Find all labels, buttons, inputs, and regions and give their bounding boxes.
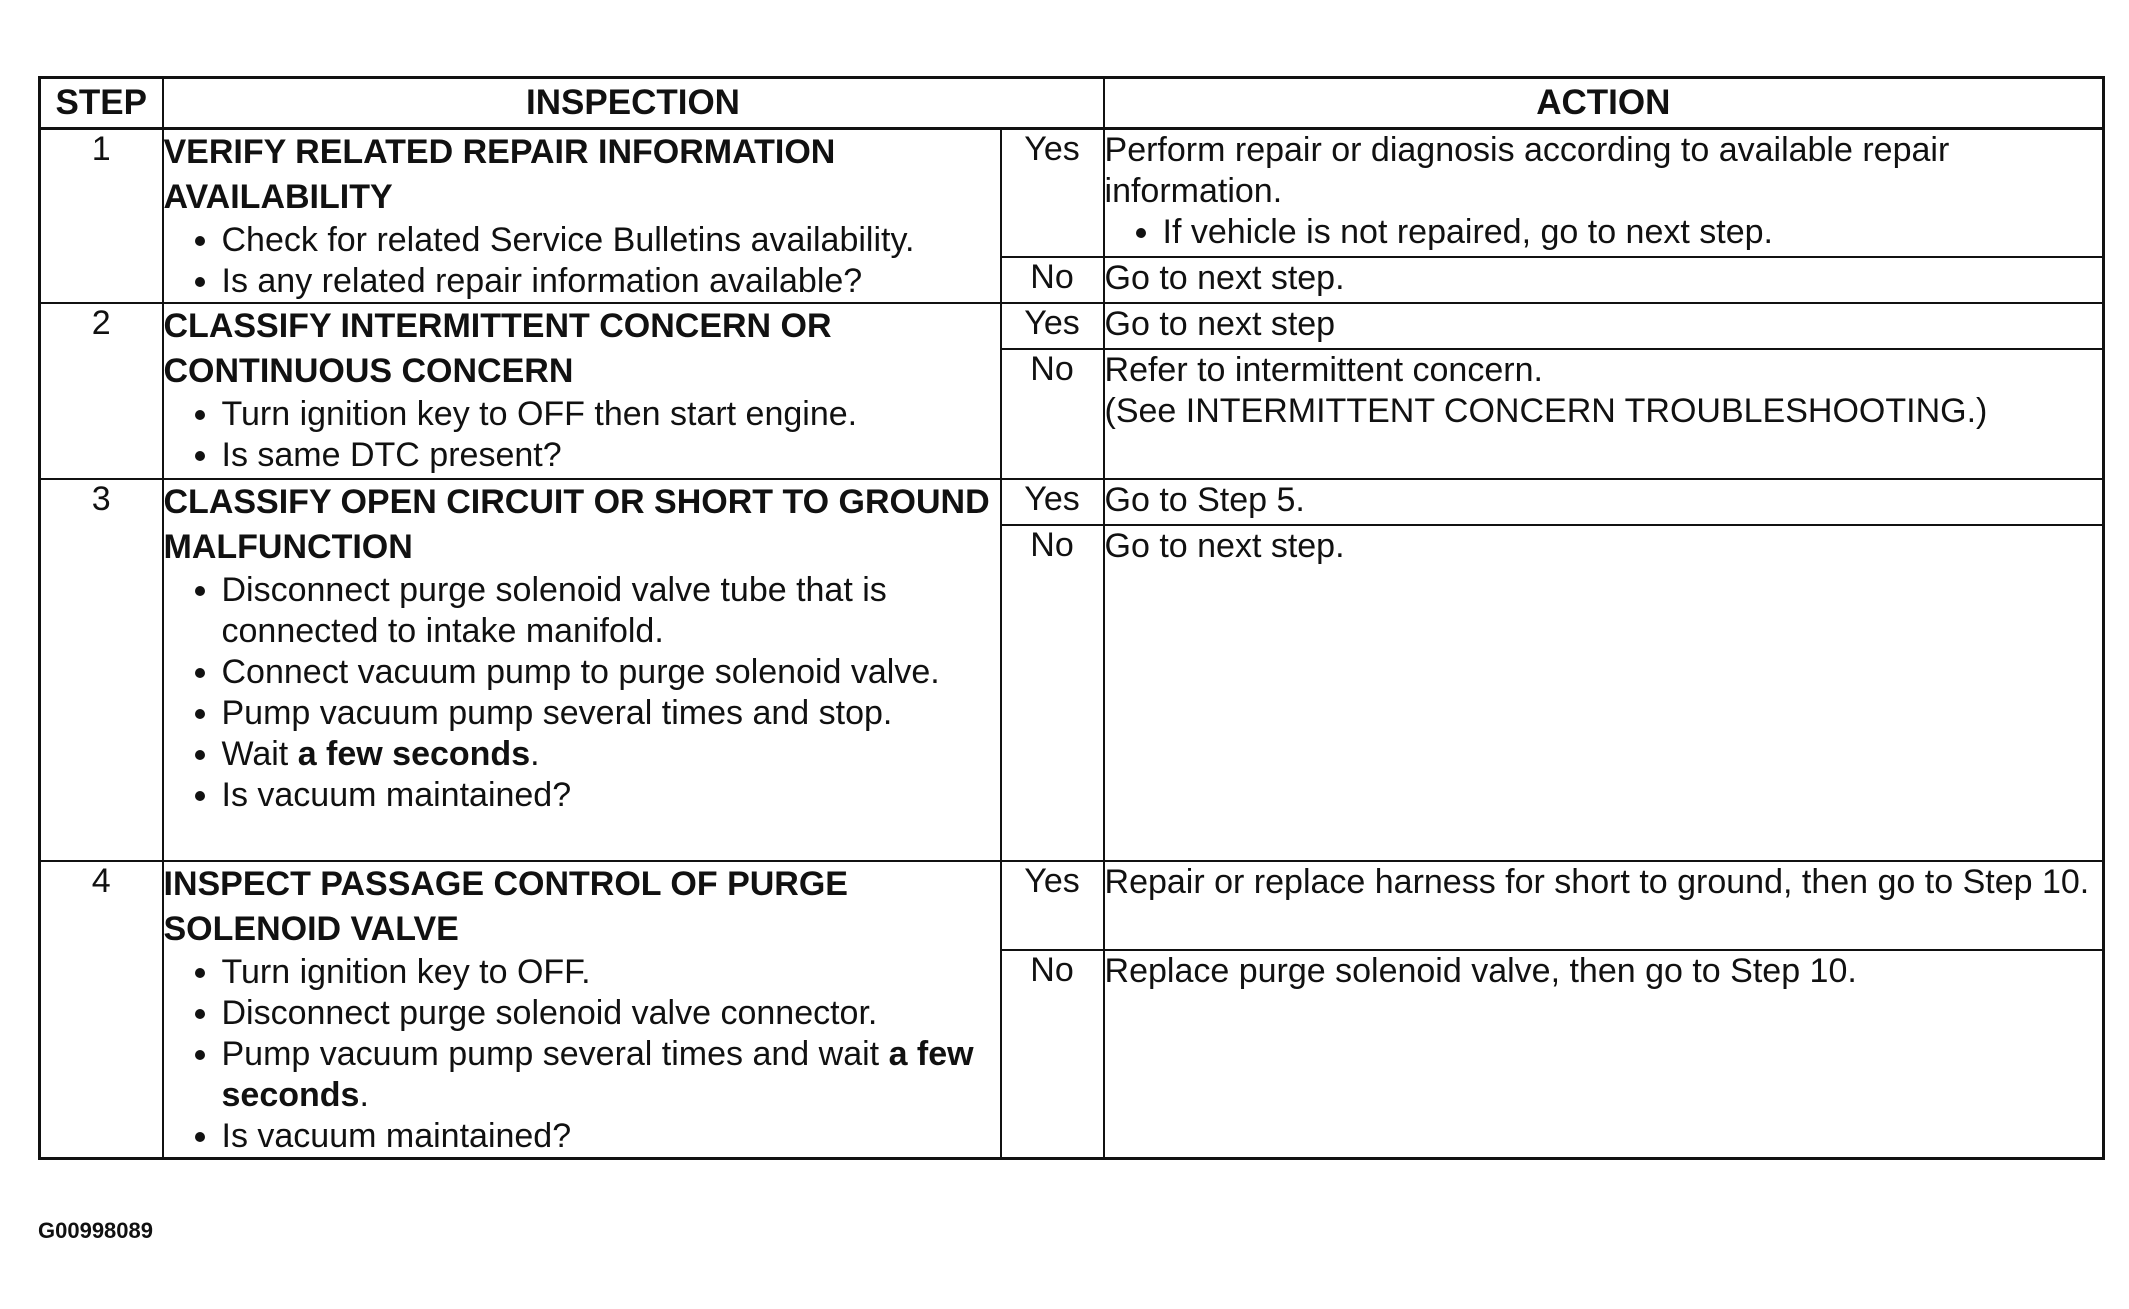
inspection-bullet: • Turn ignition key to OFF then start engine. (222, 394, 1000, 435)
header-row (40, 78, 2104, 129)
inspection-title: CLASSIFY OPEN CIRCUIT OR SHORT TO GROUND MALFUNCTION (163, 483, 990, 566)
yes-label: Yes (1001, 479, 1104, 525)
inspection-bullet: • Disconnect purge solenoid valve tube that is connected to intake manifold. (222, 570, 1000, 652)
step-2-yes-row (40, 303, 2104, 349)
inspection-bullet: • Disconnect purge solenoid valve connector. (222, 993, 1000, 1034)
action-bullet: • If vehicle is not repaired, go to next step. (1163, 212, 2103, 253)
inspection-bullets (164, 952, 1000, 1157)
inspection-title: VERIFY RELATED REPAIR INFORMATION AVAILABILITY (163, 133, 836, 216)
inspection-bullets (164, 394, 1000, 476)
no-label: No (1001, 525, 1104, 861)
step-3-yes-row (40, 479, 2104, 525)
header-step: STEP (40, 78, 163, 129)
inspection-title: CLASSIFY INTERMITTENT CONCERN OR CONTINUOUS CONCERN (163, 307, 832, 390)
step-number: 4 (40, 861, 163, 1159)
bullet-text: Wait (221, 735, 298, 773)
action-text: (See INTERMITTENT CONCERN TROUBLESHOOTING.) (1104, 392, 1988, 430)
inspection-title: INSPECT PASSAGE CONTROL OF PURGE SOLENOID VALVE (163, 865, 848, 948)
step-1-inspection (163, 129, 1001, 304)
yes-label: Yes (1001, 129, 1104, 258)
action-text: Go to Step 5. (1104, 479, 2104, 525)
step-3-inspection (163, 479, 1001, 861)
no-label: No (1001, 257, 1104, 303)
header-inspection: INSPECTION (163, 78, 1104, 129)
bullet-emphasis: a few seconds (221, 1035, 974, 1114)
inspection-bullet (222, 734, 1000, 775)
action-text: Replace purge solenoid valve, then go to Step 10. (1104, 950, 2104, 1159)
inspection-bullet: • Is same DTC present? (222, 435, 1000, 476)
action-text: Repair or replace harness for short to ground, then go to Step 10. (1104, 861, 2104, 950)
yes-label: Yes (1001, 303, 1104, 349)
bullet-emphasis: a few seconds (297, 735, 531, 773)
action-text: Go to next step. (1104, 257, 2104, 303)
inspection-bullets (164, 570, 1000, 816)
inspection-bullet (222, 1034, 1000, 1116)
figure-id: G00998089 (38, 1218, 153, 1243)
step-4-inspection (163, 861, 1001, 1159)
step-number: 1 (40, 129, 163, 304)
header-action: ACTION (1104, 78, 2104, 129)
action-text: Refer to intermittent concern. (1104, 351, 1543, 389)
inspection-bullets (164, 220, 1000, 302)
inspection-bullet: • Is vacuum maintained? (222, 775, 1000, 816)
action-text: Perform repair or diagnosis according to available repair information. (1104, 131, 1950, 210)
inspection-bullet: • Is any related repair information available? (222, 261, 1000, 302)
no-label: No (1001, 950, 1104, 1159)
step-4-yes-row (40, 861, 2104, 950)
inspection-bullet: • Connect vacuum pump to purge solenoid valve. (222, 652, 1000, 693)
step-2-no-action (1104, 349, 2104, 479)
inspection-bullet: • Pump vacuum pump several times and stop. (222, 693, 1000, 734)
step-number: 3 (40, 479, 163, 861)
yes-label: Yes (1001, 861, 1104, 950)
step-2-inspection (163, 303, 1001, 479)
action-text: Go to next step (1104, 303, 2104, 349)
action-bullets (1105, 212, 2103, 253)
step-number: 2 (40, 303, 163, 479)
inspection-bullet: • Is vacuum maintained? (222, 1116, 1000, 1157)
step-1-yes-action (1104, 129, 2104, 258)
step-1-yes-row (40, 129, 2104, 258)
inspection-bullet: • Check for related Service Bulletins availability. (222, 220, 1000, 261)
bullet-text: Pump vacuum pump several times and wait (221, 1035, 889, 1073)
bullet-text: . (359, 1076, 369, 1114)
inspection-bullet: • Turn ignition key to OFF. (222, 952, 1000, 993)
diagnostic-table (38, 76, 2105, 1160)
no-label: No (1001, 349, 1104, 479)
action-text: Go to next step. (1104, 525, 2104, 861)
bullet-text: . (530, 735, 540, 773)
